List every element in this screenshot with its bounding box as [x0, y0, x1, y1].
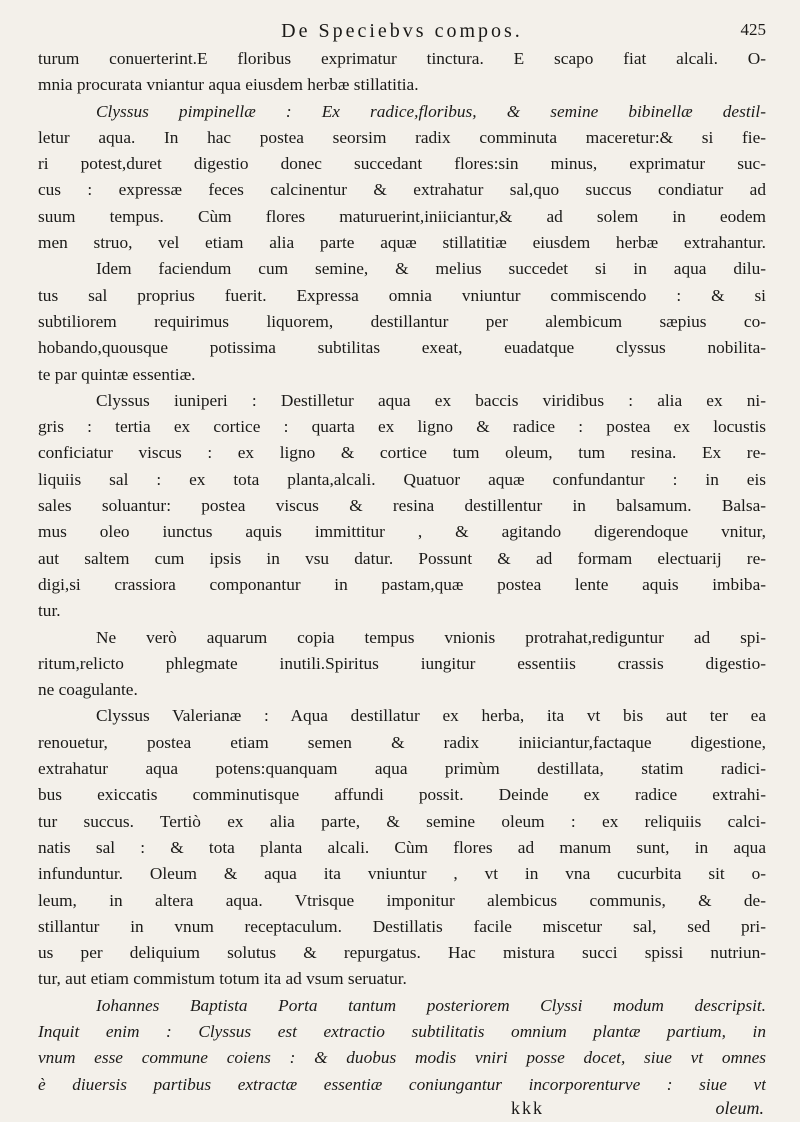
text-line: subtiliorem requirimus liquorem, destillantur per alembicum sæpius co-	[38, 311, 766, 331]
page-number: 425	[740, 20, 766, 39]
text-line: stillantur in vnum receptaculum. Destillatis facile miscetur sal, sed pri-	[38, 916, 766, 936]
text-line: renouetur, postea etiam semen & radix iniiciantur,factaque digestione,	[38, 732, 766, 752]
text-line: Clyssus iuniperi : Destilletur aqua ex baccis viridibus : alia ex ni-	[96, 390, 766, 410]
text-line: Clyssus pimpinellæ : Ex radice,floribus, & semine bibinellæ destil-	[96, 101, 766, 121]
catchword: oleum.	[715, 1097, 764, 1118]
text-line: Ne verò aquarum copia tempus vnionis protrahat,rediguntur ad spi-	[96, 627, 766, 647]
body-text	[38, 46, 766, 1098]
text-line: Inquit enim : Clyssus est extractio subtilitatis omnium plantæ partium, in	[38, 1021, 766, 1041]
text-line: ne coagulante.	[38, 680, 138, 700]
text-line: turum conuerterint.E floribus exprimatur tinctura. E scapo fiat alcali. O-	[38, 49, 766, 68]
text-line: hobando,quousque potissima subtilitas exeat, euadatque clyssus nobilita-	[38, 338, 766, 358]
text-line: letur aqua. In hac postea seorsim radix comminuta maceretur:& si fie-	[38, 127, 766, 147]
text-line: mus oleo iunctus aquis immittitur , & agitando digerendoque vnitur,	[38, 522, 766, 542]
text-line: conficiatur viscus : ex ligno & cortice tum oleum, tum resina. Ex re-	[38, 443, 766, 463]
text-line: sales soluantur: postea viscus & resina destillentur in balsamum. Balsa-	[38, 496, 766, 516]
paragraph-intro	[38, 46, 766, 99]
text-line: vnum esse commune coiens : & duobus modis vniri posse docet, siue vt omnes	[38, 1048, 766, 1068]
text-line: ritum,relicto phlegmate inutili.Spiritus iungitur essentiis crassis digestio-	[38, 653, 766, 673]
signature-mark: kkk	[511, 1097, 544, 1118]
text-line: extrahatur aqua potens:quanquam aqua primùm destillata, statim radici-	[38, 759, 766, 779]
text-line: cus : expressæ feces calcinentur & extrahatur sal,quo succus condiatur ad	[38, 180, 766, 200]
text-line: Idem faciendum cum semine, & melius succedet si in aqua dilu-	[96, 259, 766, 279]
text-line: leum, in altera aqua. Vtrisque imponitur alembicus communis, & de-	[38, 890, 766, 910]
running-head	[38, 14, 766, 44]
text-line: ri potest,duret digestio donec succedant flores:sin minus, exprimatur suc-	[38, 154, 766, 174]
page-footer	[38, 1098, 766, 1122]
text-line: Clyssus Valerianæ : Aqua destillatur ex herba, ita vt bis aut ter ea	[96, 706, 766, 726]
text-line: aut saltem cum ipsis in vsu datur. Possunt & ad formam electuarij re-	[38, 548, 766, 568]
text-line: tus sal proprius fuerit. Expressa omnia vniuntur commiscendo : & si	[38, 285, 766, 305]
text-line: liquiis sal : ex tota planta,alcali. Quatuor aquæ confundantur : in eis	[38, 469, 766, 489]
running-title: De Speciebvs compos.	[281, 20, 523, 42]
text-line: tur, aut etiam commistum totum ita ad vsum seruatur.	[38, 969, 407, 989]
paragraph-valerianae	[38, 703, 766, 992]
text-line: men struo, vel etiam alia parte aquæ stillatitiæ eiusdem herbæ extrahantur.	[38, 233, 766, 253]
text-line: mnia procurata vniantur aqua eiusdem herbæ stillatitia.	[38, 75, 419, 95]
text-line: us per deliquium solutus & repurgatus. Hac mistura succi spissi nutriun-	[38, 943, 766, 963]
paragraph-aquarum	[38, 625, 766, 704]
text-line: tur succus. Tertiò ex alia parte, & semine oleum : ex reliquiis calci-	[38, 811, 766, 831]
text-line: gris : tertia ex cortice : quarta ex ligno & radice : postea ex locustis	[38, 417, 766, 437]
text-line: suum tempus. Cùm flores maturuerint,iniiciantur,& ad solem in eodem	[38, 206, 766, 226]
text-line: è diuersis partibus extractæ essentiæ coniungantur incorporenturve : siue vt	[38, 1074, 766, 1094]
text-line: natis sal : & tota planta alcali. Cùm flores ad manum sunt, in aqua	[38, 837, 766, 857]
text-line: te par quintæ essentiæ.	[38, 364, 196, 384]
paragraph-pimpinella	[38, 99, 766, 388]
paragraph-porta	[38, 993, 766, 1098]
text-line: Iohannes Baptista Porta tantum posteriorem Clyssi modum descripsit.	[96, 995, 766, 1015]
text-line: digi,si crassiora componantur in pastam,quæ postea lente aquis imbiba-	[38, 574, 766, 594]
text-line: bus exiccatis comminutisque affundi possit. Deinde ex radice extrahi-	[38, 785, 766, 805]
text-line: tur.	[38, 601, 61, 621]
text-line: infunduntur. Oleum & aqua ita vniuntur , vt in vna cucurbita sit o-	[38, 864, 766, 884]
paragraph-iuniperi	[38, 388, 766, 625]
